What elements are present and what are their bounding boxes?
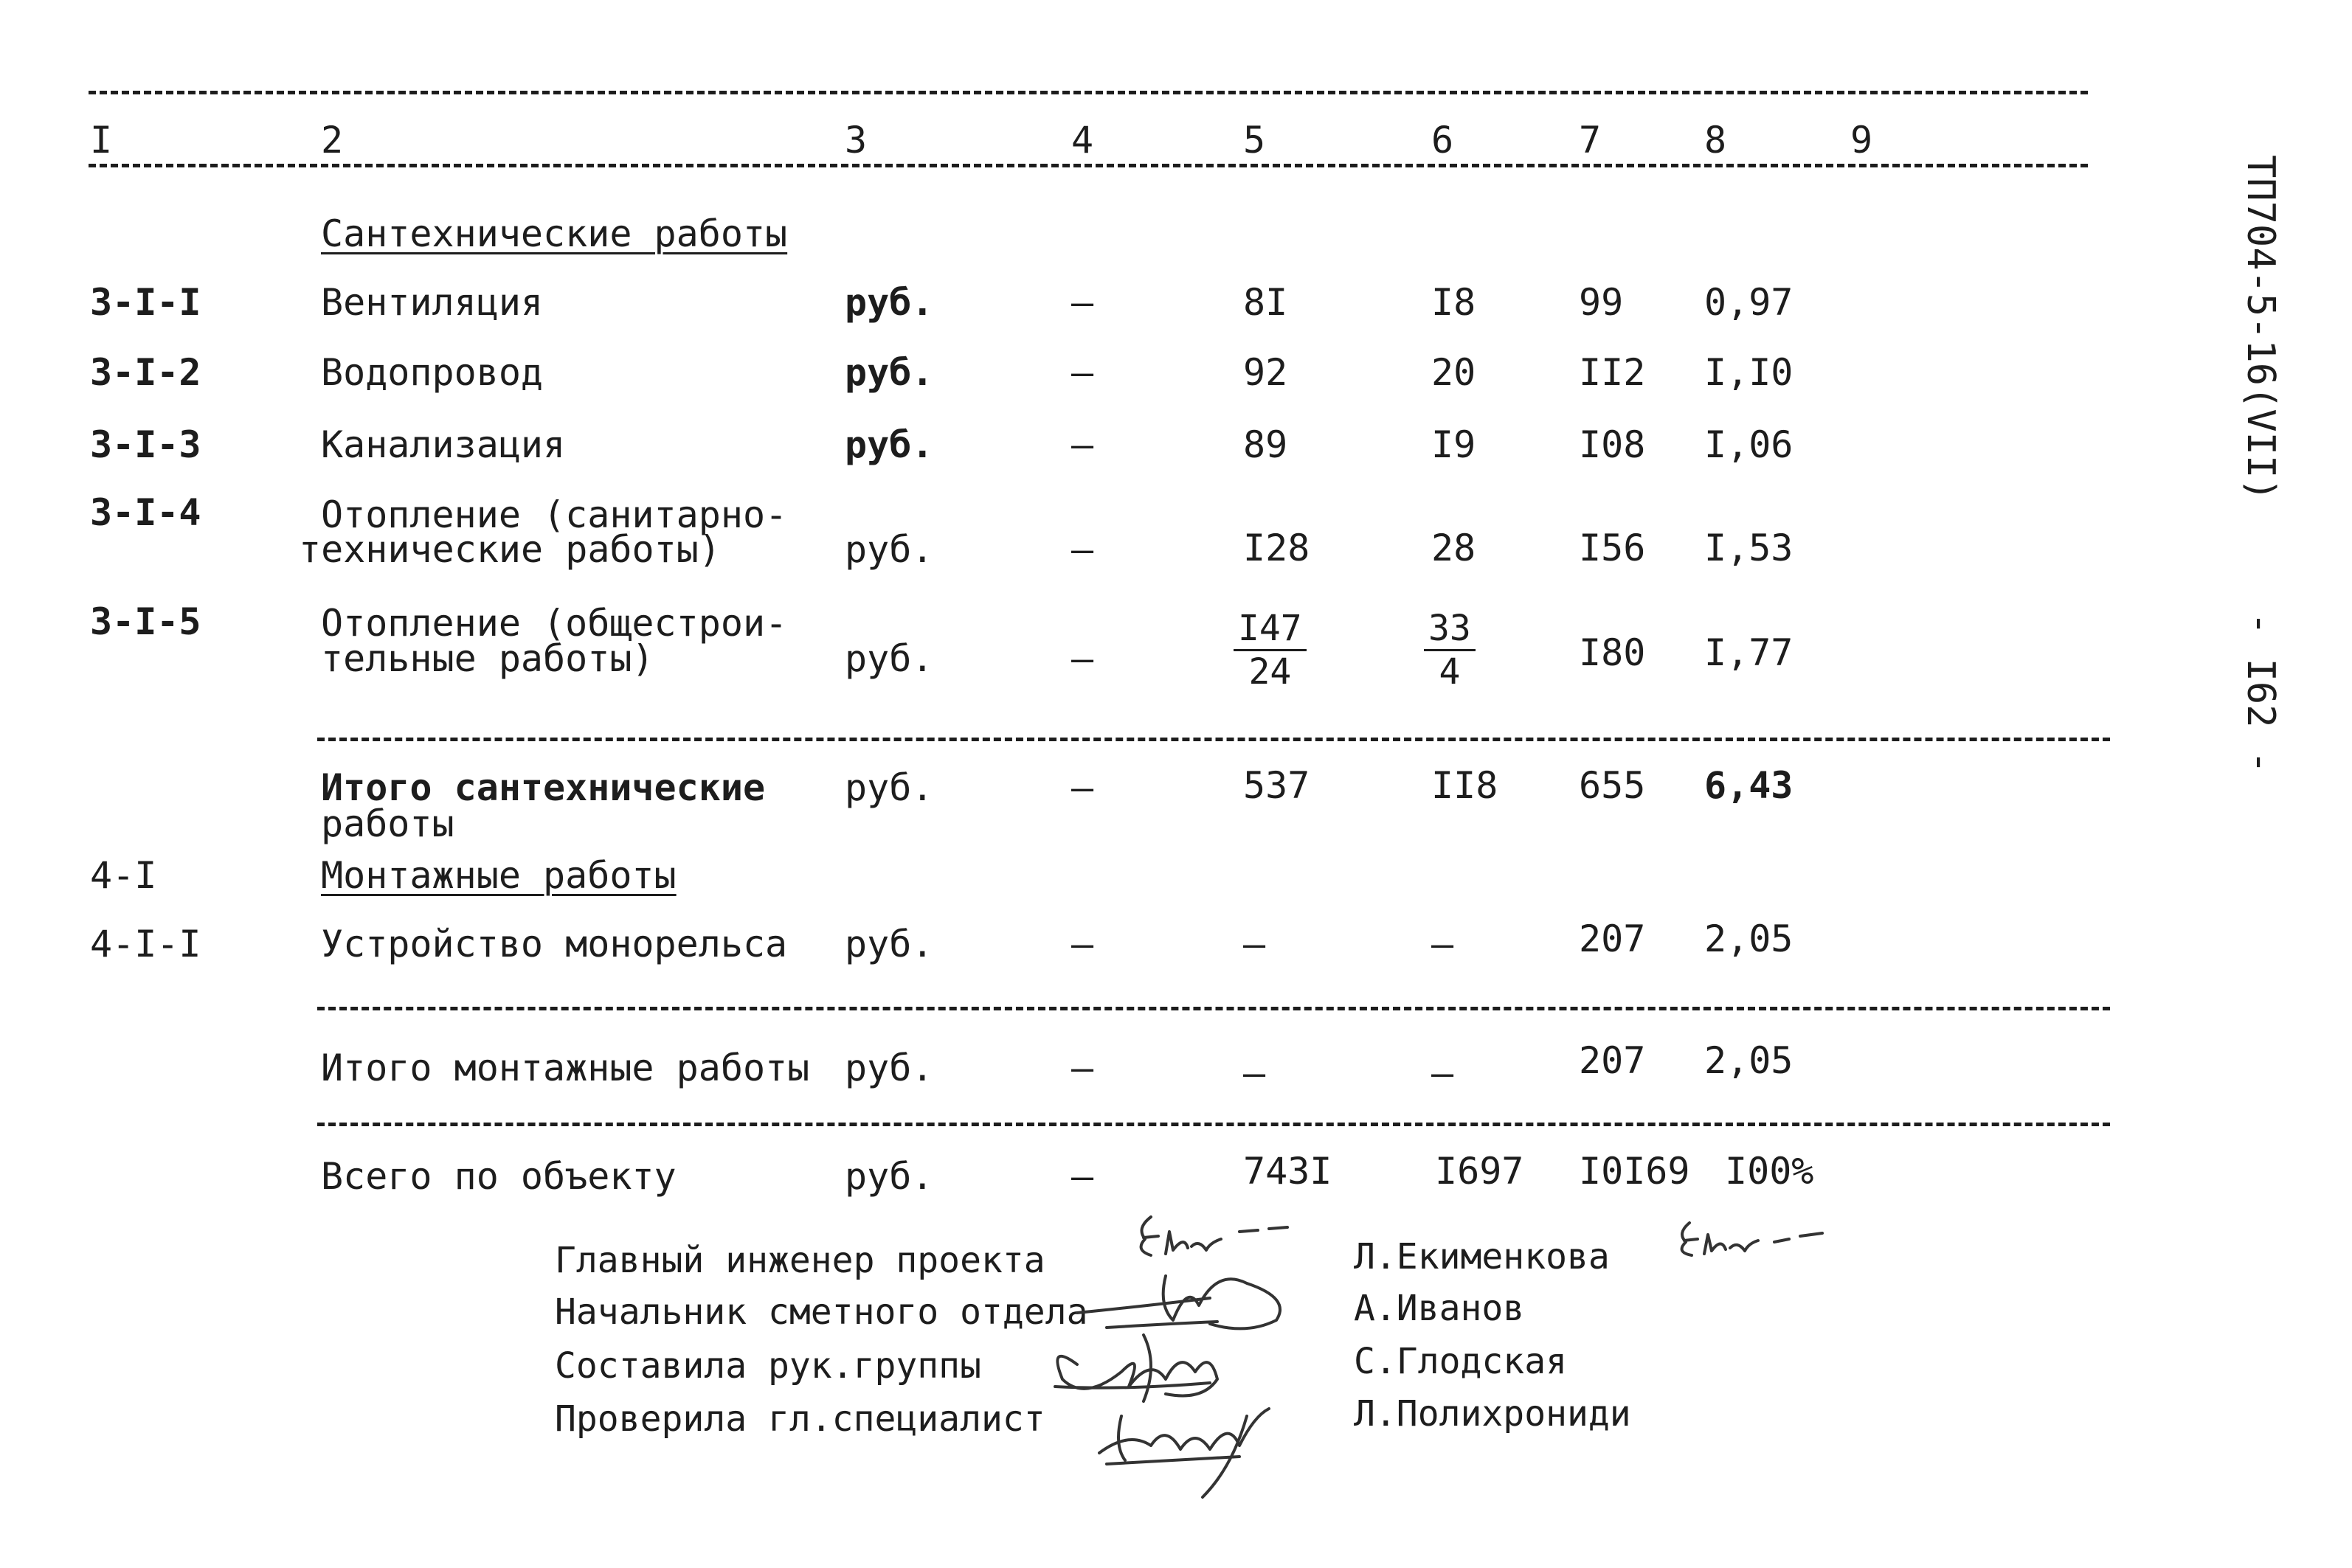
row-col4: – — [1071, 637, 1094, 680]
row-name-line2: технические работы) — [299, 528, 721, 571]
row-col8: I,53 — [1704, 527, 1794, 569]
top-rule — [89, 91, 2088, 94]
row-name-line1: Отопление (санитарно- — [321, 493, 788, 536]
fraction-numerator: 33 — [1424, 611, 1476, 651]
col-header-1: I — [90, 119, 113, 162]
col-header-3: 3 — [845, 119, 868, 162]
section-code-mounting: 4-I — [90, 854, 157, 897]
subtotal-unit: руб. — [845, 766, 934, 809]
row-unit: руб. — [845, 351, 934, 394]
header-rule — [89, 164, 2088, 167]
row-col7: II2 — [1579, 351, 1646, 394]
signature-role: Проверила гл.специалист — [555, 1398, 1045, 1440]
row-code: 3-I-2 — [90, 351, 201, 394]
row-unit: руб. — [845, 528, 934, 571]
row-col8: I,I0 — [1704, 351, 1794, 394]
row-name: Устройство монорельса — [321, 923, 788, 965]
row-unit: руб. — [845, 637, 934, 680]
handwritten-initials-2 — [1671, 1217, 1841, 1269]
subtotal-col5: – — [1243, 1052, 1266, 1095]
row-col4: – — [1071, 528, 1094, 571]
row-name: Водопровод — [321, 351, 544, 394]
row-col6: 28 — [1431, 527, 1476, 569]
subtotal-name: Итого монтажные работы — [321, 1047, 810, 1089]
row-unit: руб. — [845, 923, 934, 965]
subtotal-col4: – — [1071, 1047, 1094, 1089]
row-col7: I56 — [1579, 527, 1646, 569]
row-code: 3-I-3 — [90, 423, 201, 466]
row-col8: 0,97 — [1704, 281, 1794, 324]
section-title-mounting: Монтажные работы — [321, 854, 677, 897]
row-code: 4-I-I — [90, 923, 201, 965]
signature-role: Начальник сметного отдела — [555, 1291, 1088, 1333]
row-col5: – — [1243, 923, 1266, 965]
row-name-line1: Отопление (общестрои- — [321, 602, 788, 645]
grand-total-col6: I697 — [1435, 1150, 1524, 1193]
row-col7: 207 — [1579, 917, 1646, 960]
row-col6-fraction — [1424, 608, 1476, 693]
fraction-numerator: I47 — [1234, 611, 1307, 651]
row-code: 3-I-5 — [90, 600, 201, 643]
row-code: 3-I-4 — [90, 491, 201, 534]
row-col4: – — [1071, 923, 1094, 965]
signature-role: Составила рук.группы — [555, 1345, 981, 1387]
row-col6: I8 — [1431, 281, 1476, 324]
subtotal-rule-1 — [317, 738, 2110, 741]
row-name: Канализация — [321, 423, 566, 466]
col-header-2: 2 — [321, 119, 344, 162]
subtotal-col8: 6,43 — [1704, 764, 1794, 807]
subtotal-col7: 655 — [1579, 764, 1646, 807]
col-header-8: 8 — [1704, 119, 1727, 162]
row-col8: I,77 — [1704, 631, 1794, 674]
subtotal-col7: 207 — [1579, 1039, 1646, 1082]
grand-total-unit: руб. — [845, 1155, 934, 1198]
signature-person: Л.Екименкова — [1354, 1236, 1610, 1277]
subtotal-col4: – — [1071, 766, 1094, 809]
subtotal-name-line2: работы — [321, 802, 454, 845]
subtotal-name-line1: Итого сантехнические — [321, 766, 766, 809]
row-col6: – — [1431, 923, 1454, 965]
col-header-7: 7 — [1579, 119, 1602, 162]
section-title-plumbing: Сантехнические работы — [321, 212, 788, 255]
row-col4: – — [1071, 423, 1094, 466]
fraction-denominator: 4 — [1439, 651, 1461, 693]
grand-total-col8: I00% — [1725, 1150, 1814, 1193]
row-col5: 92 — [1243, 351, 1288, 394]
col-header-6: 6 — [1431, 119, 1454, 162]
row-unit: руб. — [845, 281, 934, 324]
col-header-9: 9 — [1850, 119, 1873, 162]
side-document-code: ТП704-5-16(VII) — [2238, 155, 2283, 502]
grand-total-col5: 743I — [1243, 1150, 1332, 1193]
grand-total-name: Всего по объекту — [321, 1155, 677, 1198]
row-col6: I9 — [1431, 423, 1476, 466]
row-col6: 20 — [1431, 351, 1476, 394]
row-col7: I08 — [1579, 423, 1646, 466]
col-header-4: 4 — [1071, 119, 1094, 162]
row-name-line2: тельные работы) — [321, 637, 654, 680]
signature-person: С.Глодская — [1354, 1341, 1567, 1382]
signature-role: Главный инженер проекта — [555, 1240, 1045, 1281]
subtotal-col6: II8 — [1431, 764, 1498, 807]
row-col5: I28 — [1243, 527, 1310, 569]
subtotal-col6: – — [1431, 1052, 1454, 1095]
row-col7: 99 — [1579, 281, 1624, 324]
signature-person: А.Иванов — [1354, 1288, 1525, 1329]
row-col5: 8I — [1243, 281, 1288, 324]
row-col7: I80 — [1579, 631, 1646, 674]
row-col8: I,06 — [1704, 423, 1794, 466]
subtotal-col8: 2,05 — [1704, 1039, 1794, 1082]
col-header-5: 5 — [1243, 119, 1266, 162]
row-col8: 2,05 — [1704, 917, 1794, 960]
row-unit: руб. — [845, 423, 934, 466]
subtotal-rule-2 — [317, 1007, 2110, 1010]
row-code: 3-I-I — [90, 281, 201, 324]
subtotal-unit: руб. — [845, 1047, 934, 1089]
row-col4: – — [1071, 281, 1094, 324]
signature-person: Л.Полихрониди — [1354, 1393, 1631, 1435]
subtotal-col5: 537 — [1243, 764, 1310, 807]
grand-total-col4: – — [1071, 1155, 1094, 1198]
subtotal-rule-3 — [317, 1123, 2110, 1126]
row-col4: – — [1071, 351, 1094, 394]
row-col5: 89 — [1243, 423, 1288, 466]
grand-total-col7: I0I69 — [1579, 1150, 1690, 1193]
fraction-denominator: 24 — [1248, 651, 1292, 693]
side-page-number: - I62 - — [2238, 612, 2283, 774]
row-col5-fraction — [1234, 608, 1307, 693]
handwritten-signature-polikhronidi — [1070, 1387, 1291, 1505]
row-name: Вентиляция — [321, 281, 544, 324]
